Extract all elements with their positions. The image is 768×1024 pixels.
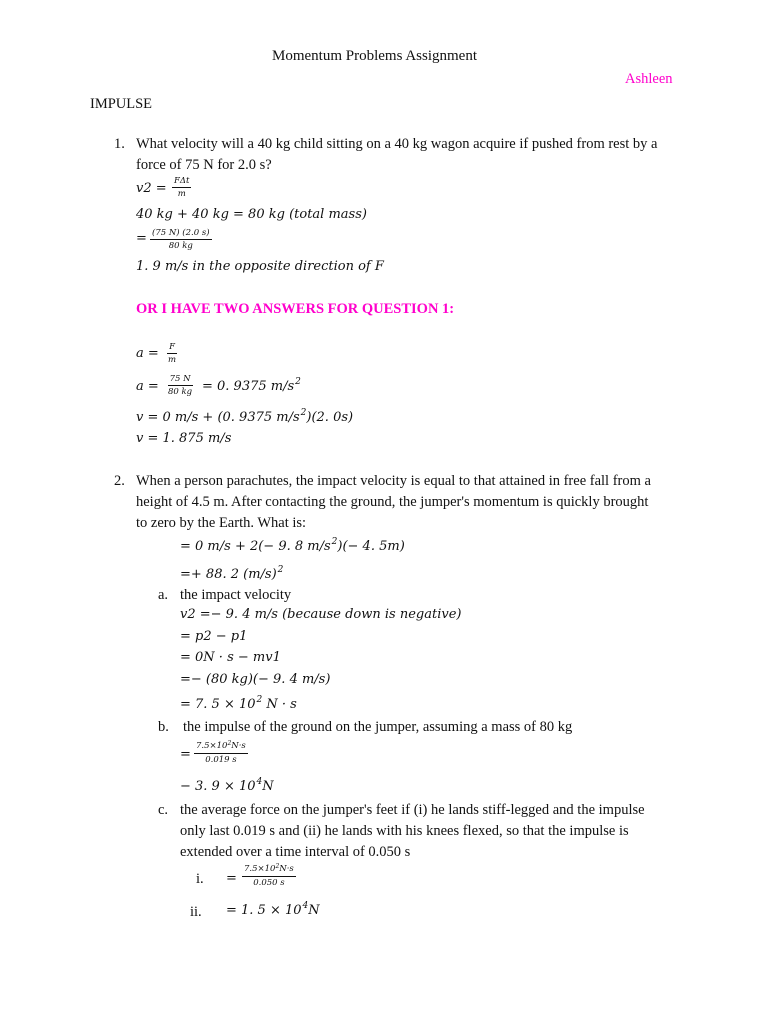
q2-part-b-text: the impulse of the ground on the jumper, assuming a mass of 80 kg [183,719,573,735]
q2-part-a-label: a. [158,587,169,603]
q2-part-c-i-denominator: 0.050 s [253,878,285,888]
q2-part-c-ii-exponent: 4 [302,901,309,911]
q1-eq3-numerator: (75 N) (2.0 s) [152,228,210,238]
q2-part-a-text: the impact velocity [180,587,292,603]
q2-text-line2: height of 4.5 m. After contacting the ground, the jumper's momentum is quickly brought [136,494,649,510]
q1-eq1-denominator: m [177,189,186,199]
q1-alt1-denominator: m [168,355,177,365]
q1-alt2-fraction [166,374,194,397]
q2-part-c-i-num-part-b: N·s [279,864,294,874]
q2-eq1-exponent: 2 [331,537,338,547]
q2-part-b-eq1-num-part-b: N·s [231,741,246,751]
q2-part-b-eq1-num-part-a: 7.5×10 [196,741,228,751]
q2-part-c-label: c. [158,802,169,818]
q2-part-a-eq5-part-a: = 7. 5 × 10 [180,697,256,712]
q2-part-c-ii-label: ii. [190,904,202,920]
q1-alt2-numerator: 75 N [169,374,191,384]
q1-eq1-fraction [172,176,191,199]
q1-alt1-numerator: F [169,342,175,352]
document-title: Momentum Problems Assignment [272,48,478,64]
q2-part-c-i-lhs: = [226,871,237,886]
q2-number: 2. [114,473,125,489]
q2-part-a-eq5-part-b: N · s [266,697,297,712]
q1-eq1-numerator: FΔt [174,176,190,186]
q1-number: 1. [114,136,125,152]
q2-part-b-eq1-fraction [194,741,248,765]
q1-alt2-denominator: 80 kg [168,387,193,397]
q2-part-c-text-line3: extended over a time interval of 0.050 s [180,844,411,860]
q1-eq2: 40 kg + 40 kg = 80 kg (total mass) [136,207,367,222]
q2-part-a-eq5 [180,696,297,715]
q1-alt2-rhs: = 0. 9375 m/s [202,379,295,394]
q2-part-b-label: b. [158,719,169,735]
q2-part-b-eq2-part-b: N [262,779,274,794]
q1-eq1-lhs: v2 = [136,181,167,196]
q2-eq2-part-a: =+ 88. 2 (m/s) [180,567,277,582]
q2-part-c-ii-part-a: = 1. 5 × 10 [226,903,302,918]
q1-alt2-result [202,378,301,397]
q2-part-c-ii-eq [226,902,320,921]
q2-part-c-i-num-part-a: 7.5×10 [244,864,276,874]
q1-alt1-lhs: a = [136,346,159,361]
q2-part-c-i-numerator [242,864,296,877]
q2-eq1-part-b: )(− 4. 5m) [337,539,405,554]
q2-part-c-ii-part-b: N [308,903,320,918]
q1-eq3-denominator: 80 kg [168,241,193,251]
q1-alt3-exponent: 2 [300,408,307,418]
q1-alt4: v = 1. 875 m/s [136,431,232,446]
q1-eq3-fraction [150,228,212,251]
q2-part-a-eq4: =− (80 kg)(− 9. 4 m/s) [180,672,331,687]
q1-alt3 [136,409,353,428]
q2-part-c-text-line1: the average force on the jumper's feet if (i) he lands stiff-legged and the impulse [180,802,645,818]
q1-alt3-part-b: )(2. 0s) [306,410,354,425]
q2-text-line1: When a person parachutes, the impact velocity is equal to that attained in free fall from a [136,473,651,489]
q1-eq3-lhs: = [136,231,147,246]
author-name: Ashleen [625,71,673,87]
q1-alt2-lhs: a = [136,379,159,394]
q1-alt2-exponent: 2 [295,377,301,387]
q2-eq1 [180,538,405,557]
q2-part-a-eq5-exponent: 2 [256,695,263,705]
q1-text-line1: What velocity will a 40 kg child sitting on a 40 kg wagon acquire if pushed from rest by a [136,136,658,152]
q2-part-c-i-num-exponent: 2 [275,863,280,870]
q2-part-b-eq1-denominator: 0.019 s [205,755,237,765]
q2-part-a-eq2: = p2 − p1 [180,629,248,644]
q2-eq2-exponent: 2 [277,565,284,575]
q2-part-b-eq2-part-a: − 3. 9 × 10 [180,779,256,794]
q1-eq4: 1. 9 m/s in the opposite direction of F [136,259,384,274]
q2-part-b-eq1-lhs: = [180,747,191,762]
q2-part-c-i-label: i. [196,871,204,887]
q2-part-b-eq1-num-exponent: 2 [227,740,232,747]
q2-part-c-i-fraction [242,864,296,888]
q2-eq2 [180,566,283,585]
q2-part-b-eq2 [180,778,274,797]
q2-part-a-eq1: v2 =− 9. 4 m/s (because down is negative) [180,607,462,622]
q1-alt1-fraction [166,342,178,365]
q2-part-b-eq1-numerator [194,741,248,754]
q2-part-c-text-line2: only last 0.019 s and (ii) he lands with his knees flexed, so that the impulse is [180,823,629,839]
q2-part-b-eq2-exponent: 4 [256,777,263,787]
q2-part-a-eq3: = 0N · s − mv1 [180,650,281,665]
q2-text-line3: to zero by the Earth. What is: [136,515,307,531]
q1-text-line2: force of 75 N for 2.0 s? [136,157,272,173]
q1-alt3-part-a: v = 0 m/s + (0. 9375 m/s [136,410,300,425]
q1-alt-heading: OR I HAVE TWO ANSWERS FOR QUESTION 1: [136,301,455,317]
section-heading: IMPULSE [90,96,153,112]
q2-eq1-part-a: = 0 m/s + 2(− 9. 8 m/s [180,539,331,554]
